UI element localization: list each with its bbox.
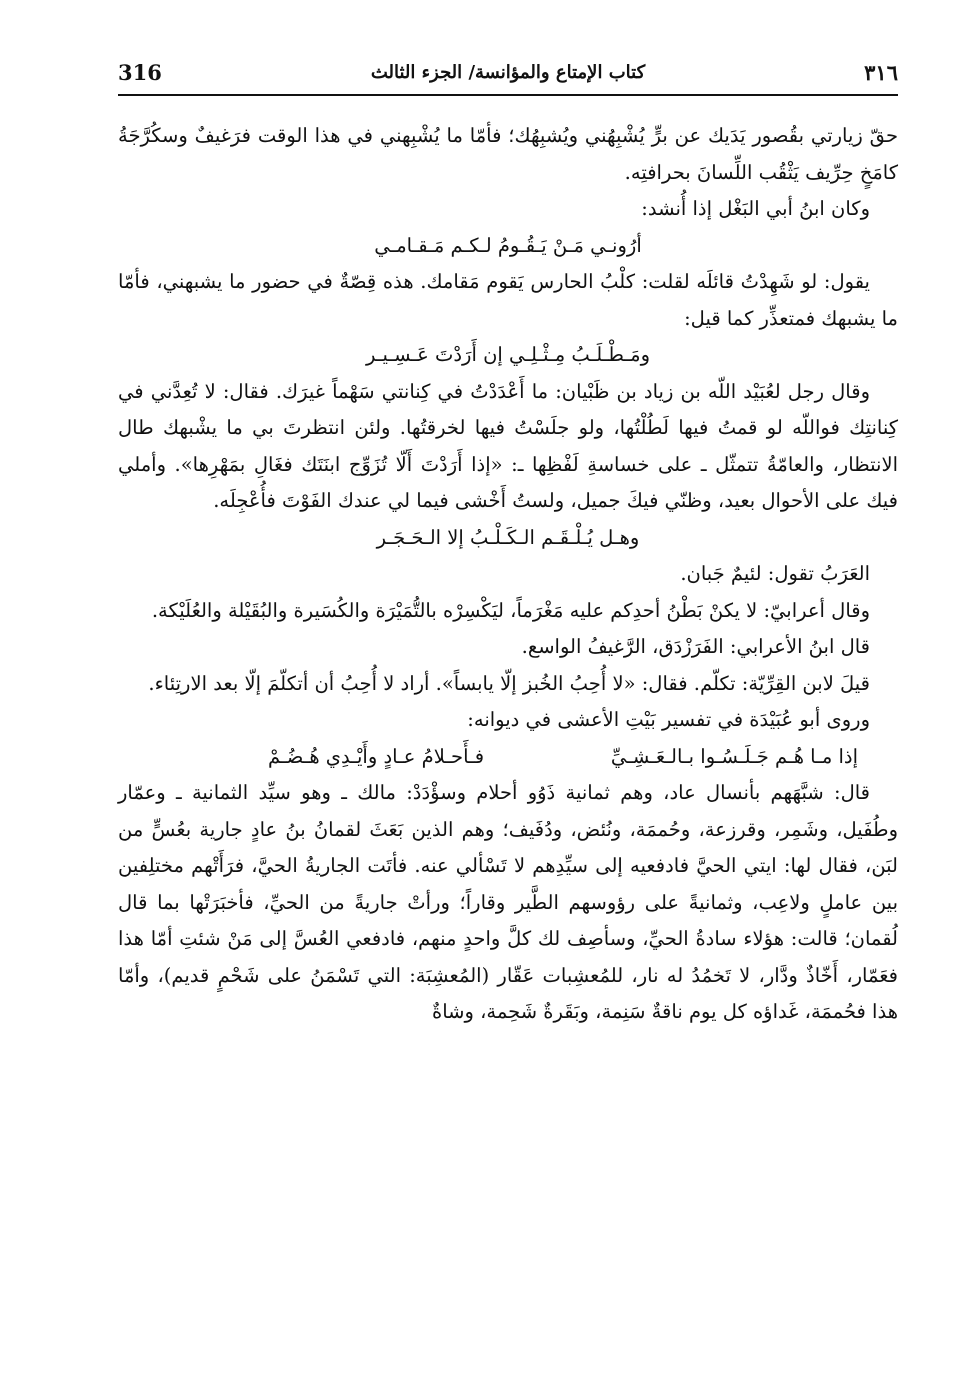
verse-3: وهـل يُـلْـقَـم الـكَـلْـبُ إلا الـحَـجَـر [376,525,640,549]
verse-1: أرُونـي مَـنْ يَـقُـومُ لـكـم مَـقـامـي [374,233,642,257]
paragraph-4: وقال رجل لعُبَيْد اللّه بن زياد بن ظَبْيان: ما أَعْدَدْتُ في كِنانتي سَهْماً غيرَك. فقال: لا تُعِدَّني في كِنانتِك فواللّه لو قمتُ فيها لَطُلْتُها، ولو جلَسْتُ فيها لخرقتُها. ولئن انتظرتَ بي ما يشْبهك طال الانتظار، والعامّةُ تتمثّل ـ على خساسةِ لَفْظِها ـ: «إذا أَرَدْتَ أَلّا تُزَوِّج ابنَتَك فغَالِ بمَهْرِها». وأملي فيك على الأحوال بعيد، وظنّي فيكَ جميل، ولستُ أَخْشى فيما لي عندك الفَوْتَ فأُعْجِلَه. [118,379,898,512]
paragraph-5: العَرَبُ تقول: لئيمٌ جَبان. [680,562,870,585]
page-header [118,58,898,96]
running-title: كتاب الإمتاع والمؤانسة/ الجزء الثالث [370,62,646,83]
paragraph-10: قال: شبَّهَهم بأنسال عاد، وهم ثمانية ذَوُو أحلام وسؤْدَدْ: مالك ـ وهو سيِّد الثمانية ـ وعمّار وطُفَيل، وشَمِر، وقرزعة، وحُممَة، ونُئض، ودُفَيف؛ وهم الذين بَعَثَ لقمانُ بنُ عادٍ جارية بعُسٍّ من لبَن، فقال لها: ايتي الحيَّ فادفعيه إلى سيِّدِهم لا تَسْألي عنه. فأتَت الجاريةُ الحيَّ، فرَأَتْهم مختلِفين بين عاملٍ ولاعِب، وثمانيةً على رؤوسهم الطَّير وقاراً؛ ورأتْ جاريةً من الحيِّ، فأخبَرَتْها بما قال لُقمان؛ قالت: هؤلاء سادةُ الحيِّ، وسأصِف لك كلَّ واحدٍ منهم، فادفعي العُسَّ إلى مَنْ شئتِ أمّا هذا فعَمّار، أَخّاذٌ ودَّار، لا تَخمُدُ له نار، للمُعشِبات عَقّار (المُعشِبَة: التي تَسْمَنُ على شَحْمٍ قديم)، وأمّا هذا فحُممَة، غَداؤه كل يوم ناقةٌ سَنِمة، وبَقَرةٌ شَحِمة، وشاةٌ [118,781,898,1023]
verse-4-second-hemistich: فـأَحـلامُ عـادٍ وأَيْـدِي هُـضُـمْ [268,744,485,768]
verse-4 [118,739,898,776]
paragraph-8: قيلَ لابن القِرِّيّة: تكلّم. فقال: «لا أُحِبُ الخُبز إلّا يابساً». أراد لا أُحِبُ أن أتكلّمَ إلّا بعد الارتِئاء. [148,671,870,695]
paragraph-3: يقول: لو شَهِدْتُ قائلَه لقلت: كلْبُ الحارس يَقوم مَقامك. هذه قِصّةٌ في حضور ما يشبهني، فأمّا ما يشبهك فمتعذِّر كما قيل: [118,270,898,330]
page-number-latin: 316 [118,60,162,85]
paragraph-2: وكان ابنُ أبي البَغْل إذا أُنشد: [641,197,870,220]
paragraph-9: وروى أبو عُبَيْدَة في تفسير بَيْتِ الأعشى في ديوانه: [467,708,870,731]
page-number-arabic: ٣١٦ [864,60,898,85]
paragraph-6: وقال أعرابيّ: لا يكنْ بَطْنُ أحدِكم عليه مَغْرَماً، ليَكْسِرْه بالتُّمَيْرَة والكُسَيرة والبُقَيْلة والعُلَيْكة. [151,598,870,622]
verse-2: ومَـطْـلَـبُ مِـثْـلِـي إن أَرَدْتَ عَـسِـيـر [366,343,650,366]
paragraph-1: حقّ زيارتي بقُصور يَدَيك عن برٍّ يُشْبِهُني ويُشبِهُك؛ فأمّا ما يُشْبِهني في هذا الوقت فرَغيفٌ وسكُرَّجَةُ كامَخٍ حِرِّيف يَثْقُب اللِّسانَ بحرافتِه. [118,124,898,184]
verse-4-first-hemistich: إذا مـا هُـم جَـلَـسُـوا بـالـعَـشِـيِّ [610,744,858,768]
paragraph-7: قال ابنُ الأعرابي: الفَرَزْدَق، الرَّغيفُ الواسع. [521,635,870,658]
page-body [118,118,898,1031]
